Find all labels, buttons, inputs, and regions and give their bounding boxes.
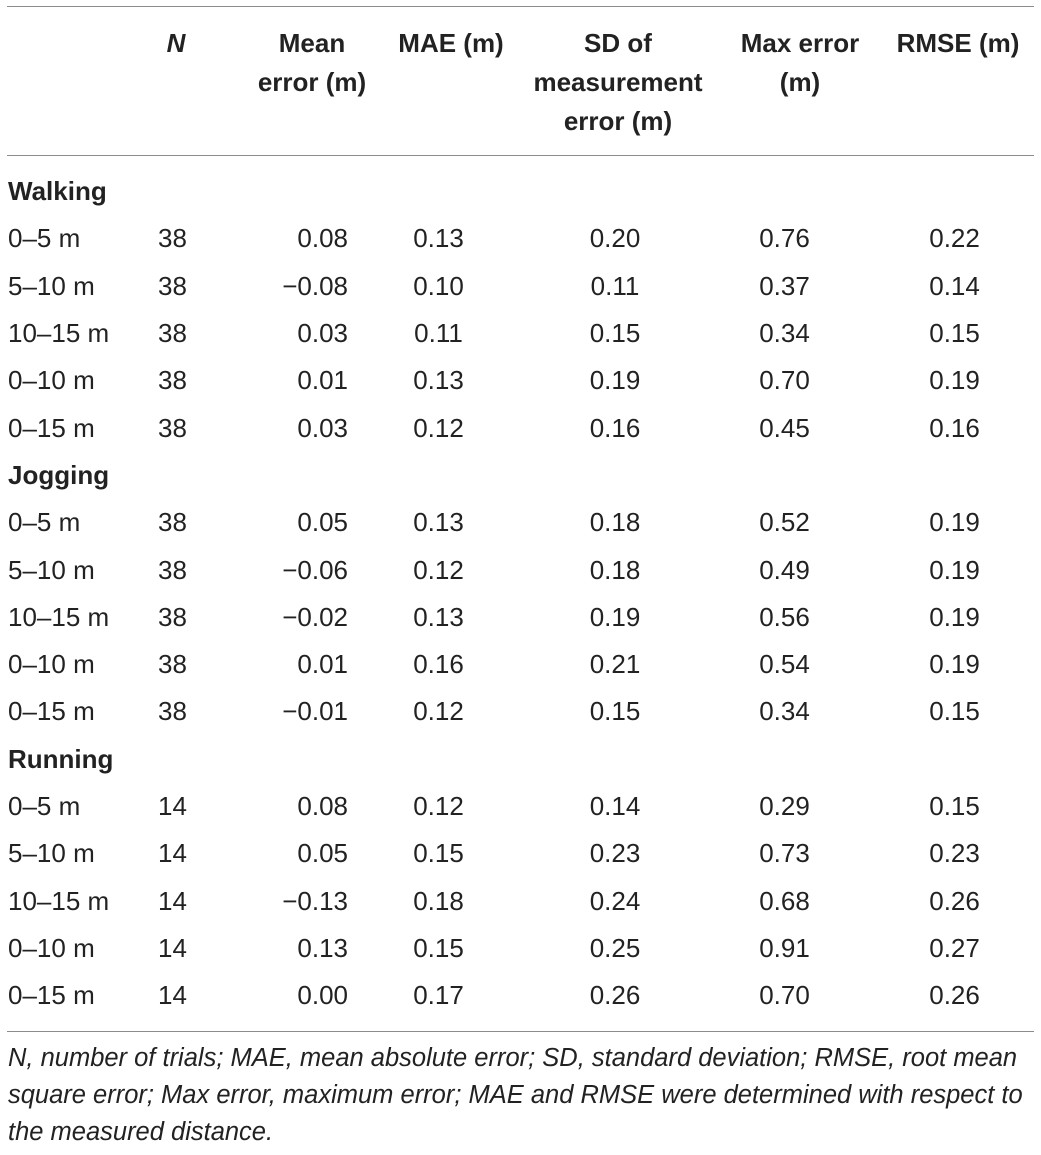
mean-error-cell: −0.02 <box>282 601 348 632</box>
row-label-cell: 0–10 m <box>8 932 95 963</box>
mae-cell: 0.15 <box>413 932 464 963</box>
data-table <box>0 168 1041 1019</box>
group-row-jogging <box>0 452 1041 499</box>
rmse-cell: 0.15 <box>929 791 980 821</box>
n-cell: 38 <box>158 601 187 632</box>
header-sd-line-3: error (m) <box>563 106 673 136</box>
group-label: Running <box>8 743 114 774</box>
rmse-cell: 0.19 <box>929 365 980 396</box>
row-label-cell: 5–10 m <box>8 270 95 301</box>
mae-cell: 0.12 <box>413 554 464 585</box>
n-cell: 38 <box>158 223 187 254</box>
group-label: Walking <box>8 176 107 207</box>
rmse-cell: 0.26 <box>929 885 980 916</box>
rmse-cell: 0.14 <box>929 270 980 301</box>
row-label-cell: 5–10 m <box>8 838 95 869</box>
sd-cell: 0.25 <box>589 932 641 963</box>
mean-error-cell: 0.01 <box>297 649 348 680</box>
table-row <box>0 972 1041 1019</box>
header-max-error-line-1: Max error <box>740 28 860 58</box>
table-row <box>0 641 1041 688</box>
mae-cell: 0.10 <box>413 270 464 301</box>
sd-cell: 0.19 <box>589 365 641 396</box>
table-row <box>0 404 1041 451</box>
sd-cell: 0.15 <box>589 696 641 727</box>
max-error-cell: 0.52 <box>759 507 810 538</box>
mae-cell: 0.18 <box>413 885 464 916</box>
max-error-cell: 0.34 <box>759 318 810 349</box>
mean-error-cell: 0.03 <box>297 412 348 443</box>
rmse-cell: 0.15 <box>929 696 980 727</box>
sd-cell: 0.23 <box>589 838 641 869</box>
header-n <box>150 24 202 63</box>
mean-error-cell: −0.06 <box>282 554 348 585</box>
mean-error-cell: 0.08 <box>297 223 348 254</box>
sd-cell: 0.20 <box>589 223 641 254</box>
mean-error-cell: 0.08 <box>297 791 348 821</box>
rmse-cell: 0.19 <box>929 554 980 585</box>
table-row <box>0 877 1041 924</box>
sd-cell: 0.19 <box>589 601 641 632</box>
n-cell: 14 <box>158 932 187 963</box>
sd-cell: 0.16 <box>589 412 641 443</box>
table-row <box>0 499 1041 546</box>
table-row <box>0 263 1041 310</box>
rmse-cell: 0.19 <box>929 507 980 538</box>
mae-cell: 0.12 <box>413 696 464 727</box>
n-cell: 14 <box>158 980 187 1011</box>
mean-error-cell: 0.03 <box>297 318 348 349</box>
header-sd <box>515 24 721 141</box>
mae-cell: 0.13 <box>413 223 464 254</box>
bottom-rule <box>7 1031 1034 1032</box>
row-label-cell: 0–5 m <box>8 791 81 821</box>
table-row <box>0 357 1041 404</box>
n-cell: 38 <box>158 318 187 349</box>
row-label-cell: 10–15 m <box>8 885 110 916</box>
rmse-cell: 0.19 <box>929 601 980 632</box>
row-label-cell: 10–15 m <box>8 601 110 632</box>
max-error-cell: 0.56 <box>759 601 810 632</box>
header-sd-line-1: SD of <box>584 28 652 58</box>
table-row <box>0 310 1041 357</box>
group-label: Jogging <box>8 459 110 490</box>
mae-cell: 0.13 <box>413 507 464 538</box>
sd-cell: 0.14 <box>589 791 641 821</box>
n-cell: 14 <box>158 838 187 869</box>
max-error-cell: 0.34 <box>759 696 810 727</box>
row-label-cell: 0–15 m <box>8 980 95 1011</box>
n-cell: 38 <box>158 412 187 443</box>
row-label-cell: 0–5 m <box>8 223 81 254</box>
top-rule <box>7 6 1034 7</box>
n-cell: 38 <box>158 696 187 727</box>
max-error-cell: 0.68 <box>759 885 810 916</box>
max-error-cell: 0.54 <box>759 649 810 680</box>
table-row <box>0 594 1041 641</box>
mae-cell: 0.12 <box>413 791 464 821</box>
table-row <box>0 925 1041 972</box>
max-error-cell: 0.76 <box>759 223 810 254</box>
header-max-error-line-2: (m) <box>779 67 821 97</box>
max-error-cell: 0.37 <box>759 270 810 301</box>
sd-cell: 0.18 <box>589 507 641 538</box>
max-error-cell: 0.70 <box>759 365 810 396</box>
rmse-cell: 0.26 <box>929 980 980 1011</box>
n-cell: 14 <box>158 885 187 916</box>
mean-error-cell: 0.00 <box>297 980 348 1011</box>
mae-cell: 0.15 <box>413 838 464 869</box>
sd-cell: 0.18 <box>589 554 641 585</box>
row-label-cell: 0–15 m <box>8 696 95 727</box>
row-label-cell: 10–15 m <box>8 318 110 349</box>
max-error-cell: 0.45 <box>759 412 810 443</box>
sd-cell: 0.26 <box>589 980 641 1011</box>
table-body <box>0 168 1041 1019</box>
header-n-line: N <box>166 28 186 58</box>
max-error-cell: 0.49 <box>759 554 810 585</box>
table-footnote: N, number of trials; MAE, mean absolute error; SD, standard deviation; RMSE, root mean square error; Max error, maximum error; MAE and RMSE were determined with respect to the measured distance. <box>8 1044 1023 1146</box>
rmse-cell: 0.15 <box>929 318 980 349</box>
header-rmse-line: RMSE (m) <box>896 28 1020 58</box>
mae-cell: 0.17 <box>413 980 464 1011</box>
sd-cell: 0.24 <box>589 885 641 916</box>
rmse-cell: 0.27 <box>929 932 980 963</box>
mae-cell: 0.11 <box>414 318 463 349</box>
row-label-cell: 0–15 m <box>8 412 95 443</box>
mae-cell: 0.16 <box>413 649 464 680</box>
mean-error-cell: 0.05 <box>297 838 348 869</box>
group-row-running <box>0 736 1041 783</box>
mae-cell: 0.12 <box>413 412 464 443</box>
header-mean-error-line-2: error (m) <box>257 67 367 97</box>
group-row-walking <box>0 168 1041 215</box>
mean-error-cell: −0.13 <box>282 885 348 916</box>
header-mae <box>388 24 514 63</box>
row-label-cell: 0–10 m <box>8 649 95 680</box>
mean-error-cell: 0.01 <box>297 365 348 396</box>
table-row <box>0 688 1041 735</box>
header-sd-line-2: measurement <box>533 67 703 97</box>
header-rule <box>7 155 1034 156</box>
header-mae-line: MAE (m) <box>398 28 504 58</box>
rmse-cell: 0.23 <box>929 838 980 869</box>
row-label-cell: 0–10 m <box>8 365 95 396</box>
n-cell: 38 <box>158 365 187 396</box>
mean-error-cell: −0.08 <box>282 270 348 301</box>
rmse-cell: 0.22 <box>929 223 980 254</box>
header-rmse <box>882 24 1034 63</box>
table-row <box>0 830 1041 877</box>
max-error-cell: 0.73 <box>759 838 810 869</box>
mae-cell: 0.13 <box>413 365 464 396</box>
table-row <box>0 783 1041 830</box>
mae-cell: 0.13 <box>413 601 464 632</box>
n-cell: 38 <box>158 649 187 680</box>
header-mean-error-line-1: Mean <box>278 28 346 58</box>
mean-error-cell: 0.13 <box>297 932 348 963</box>
mean-error-cell: 0.05 <box>297 507 348 538</box>
row-label-cell: 0–5 m <box>8 507 81 538</box>
n-cell: 38 <box>158 507 187 538</box>
sd-cell: 0.15 <box>589 318 641 349</box>
max-error-cell: 0.91 <box>759 932 810 963</box>
rmse-cell: 0.16 <box>929 412 980 443</box>
header-mean-error <box>238 24 386 102</box>
header-max-error <box>724 24 876 102</box>
mean-error-cell: −0.01 <box>282 696 348 727</box>
rmse-cell: 0.19 <box>929 649 980 680</box>
n-cell: 14 <box>158 791 187 821</box>
n-cell: 38 <box>158 554 187 585</box>
row-label-cell: 5–10 m <box>8 554 95 585</box>
table-row <box>0 215 1041 262</box>
max-error-cell: 0.70 <box>759 980 810 1011</box>
max-error-cell: 0.29 <box>759 791 810 821</box>
sd-cell: 0.21 <box>589 649 641 680</box>
sd-cell: 0.11 <box>590 270 640 301</box>
table-row <box>0 546 1041 593</box>
table-header <box>0 24 1041 144</box>
n-cell: 38 <box>158 270 187 301</box>
